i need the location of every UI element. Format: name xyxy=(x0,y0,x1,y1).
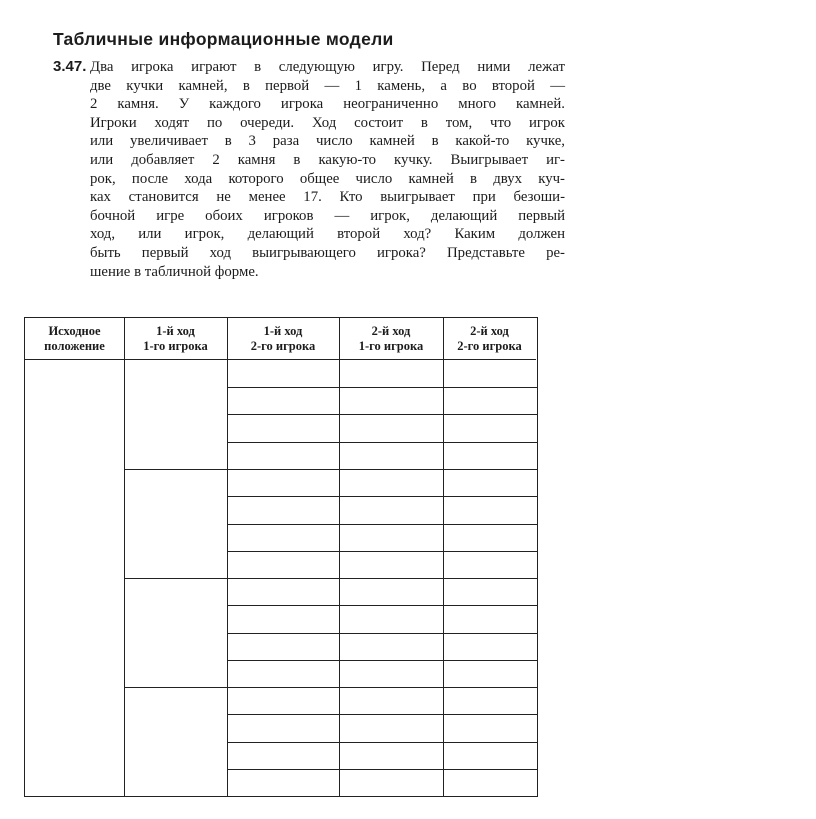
problem-line: шение в табличной форме. xyxy=(90,263,259,280)
column-divider xyxy=(443,318,444,796)
row-divider xyxy=(227,660,537,661)
row-divider xyxy=(227,551,537,552)
problem-line: Два игрока играют в следующую игру. Перед ними лежат xyxy=(90,59,565,75)
row-divider xyxy=(227,387,537,388)
group-divider xyxy=(124,687,227,688)
problem-line: ход, или игрок, делающий второй ход? Каким должен xyxy=(90,226,565,243)
problem-number: 3.47. xyxy=(53,58,87,75)
group-divider xyxy=(124,578,227,579)
row-divider xyxy=(227,496,537,497)
group-divider xyxy=(124,469,227,470)
header-move2-player2 xyxy=(443,318,536,360)
column-divider xyxy=(227,318,228,796)
row-divider xyxy=(227,414,537,415)
problem-line: 2 камня. У каждого игрока неограниченно много камней. xyxy=(90,96,565,113)
header-move2-player1 xyxy=(339,318,443,360)
problem-line: бочной игре обоих игроков — игрок, делающий первый xyxy=(90,207,565,224)
header-line: 1-го игрока xyxy=(358,338,424,353)
row-divider xyxy=(227,442,537,443)
header-line: 1-й ход xyxy=(156,323,195,338)
header-line: положение xyxy=(44,338,105,353)
problem-line: рок, после хода которого общее число камней в двух куч- xyxy=(90,170,565,187)
row-divider xyxy=(227,742,537,743)
row-divider xyxy=(227,605,537,606)
row-divider xyxy=(227,633,537,634)
section-title: Табличные информационные модели xyxy=(53,29,394,49)
game-solution-table xyxy=(24,317,538,797)
row-divider xyxy=(227,714,537,715)
problem-text xyxy=(90,58,565,281)
row-divider xyxy=(227,769,537,770)
column-divider xyxy=(124,318,125,796)
column-divider xyxy=(339,318,340,796)
header-line: 2-го игрока xyxy=(250,338,316,353)
header-initial-position xyxy=(25,318,124,360)
row-divider xyxy=(227,578,537,579)
header-move1-player1 xyxy=(124,318,227,360)
problem-line: или увеличивает в 3 раза число камней в какой-то кучке, xyxy=(90,133,565,150)
header-line: 2-й ход xyxy=(470,323,509,338)
header-line: 1-го игрока xyxy=(143,338,208,353)
header-line: 2-й ход xyxy=(371,323,411,338)
row-divider xyxy=(227,469,537,470)
problem-line: ках становится не менее 17. Кто выигрывает при безоши- xyxy=(90,189,565,206)
problem-line: быть первый ход выигрывающего игрока? Представьте ре- xyxy=(90,244,565,261)
problem-line: Игроки ходят по очереди. Ход состоит в том, что игрок xyxy=(90,114,565,131)
header-move1-player2 xyxy=(227,318,339,360)
row-divider xyxy=(227,687,537,688)
row-divider xyxy=(227,524,537,525)
problem-line: две кучки камней, в первой — 1 камень, а во второй — xyxy=(90,77,565,94)
header-line: 1-й ход xyxy=(263,323,303,338)
header-line: 2-го игрока xyxy=(457,338,522,353)
problem-line: или добавляет 2 камня в какую-то кучку. Выигрывает иг- xyxy=(90,151,565,168)
header-line: Исходное xyxy=(48,323,101,338)
